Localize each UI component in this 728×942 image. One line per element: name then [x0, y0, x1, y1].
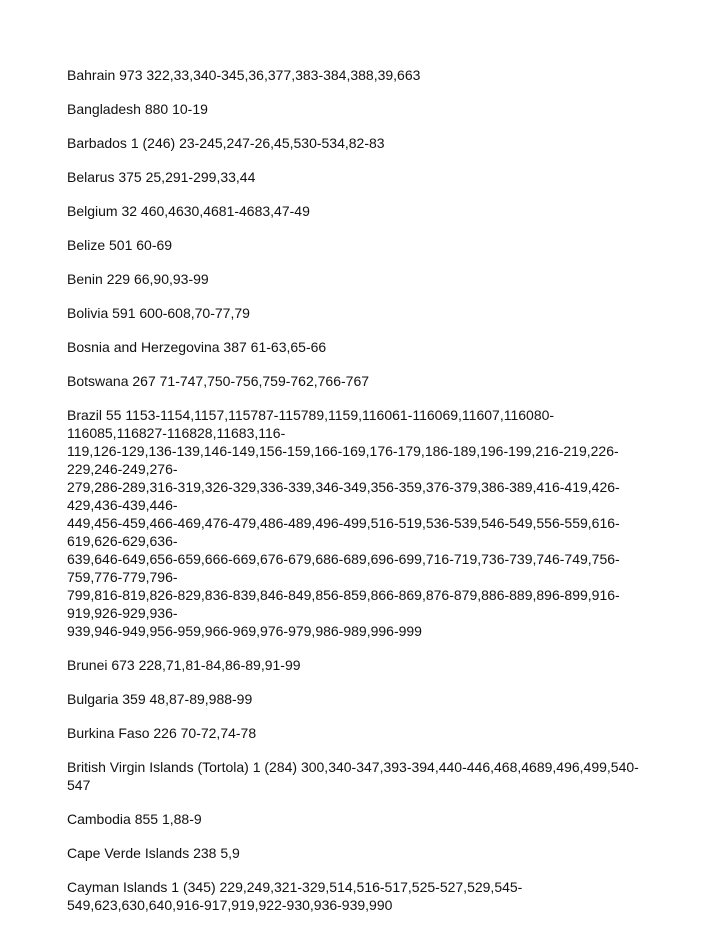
entry-benin: Benin 229 66,90,93-99	[67, 271, 209, 287]
entry-belize: Belize 501 60-69	[67, 237, 173, 253]
entry-cambodia: Cambodia 855 1,88-9	[67, 811, 202, 827]
entry-belarus: Belarus 375 25,291-299,33,44	[67, 169, 256, 185]
entry-british-virgin-islands: British Virgin Islands (Tortola) 1 (284) 300,340-347,393-394,440-446,468,4689,496,499,540- 547	[67, 759, 639, 793]
entry-brunei: Brunei 673 228,71,81-84,86-89,91-99	[67, 657, 301, 673]
entry-barbados: Barbados 1 (246) 23-245,247-26,45,530-534,82-83	[67, 135, 385, 151]
entry-cape-verde-islands: Cape Verde Islands 238 5,9	[67, 845, 240, 861]
entry-brazil: Brazil 55 1153-1154,1157,115787-115789,1159,116061-116069,11607,116080- 116085,116827-116828,11683,116- 119,126-129,136-139,146-149,156-159,166-169,176-179,186-189,196-199,216-219,226- 229,246-249,276- 279,286-289,316-319,326-329,336-339,346-349,356-359,376-379,386-389,416-419,426- 429,436-439,446- 449,456-459,466-469,476-479,486-489,496-499,516-519,536-539,546-549,556-559,616- 619,626-629,636- 639,646-649,656-659,666-669,676-679,686-689,696-699,716-719,736-739,746-749,756- 759,776-779,796- 799,816-819,826-829,836-839,846-849,856-859,866-869,876-879,886-889,896-899,916- 919,926-929,936- 939,946-949,956-959,966-969,976-979,986-989,996-999	[67, 407, 620, 639]
entry-bolivia: Bolivia 591 600-608,70-77,79	[67, 305, 250, 321]
entry-burkina-faso: Burkina Faso 226 70-72,74-78	[67, 725, 257, 741]
entry-bangladesh: Bangladesh 880 10-19	[67, 101, 208, 117]
entry-cayman-islands: Cayman Islands 1 (345) 229,249,321-329,514,516-517,525-527,529,545- 549,623,630,640,916-917,919,922-930,936-939,990	[67, 879, 523, 913]
entry-botswana: Botswana 267 71-747,750-756,759-762,766-767	[67, 373, 370, 389]
entry-bahrain: Bahrain 973 322,33,340-345,36,377,383-384,388,39,663	[67, 67, 421, 83]
entry-bosnia-herzegovina: Bosnia and Herzegovina 387 61-63,65-66	[67, 339, 327, 355]
entry-belgium: Belgium 32 460,4630,4681-4683,47-49	[67, 203, 310, 219]
document-page	[67, 66, 667, 930]
entry-bulgaria: Bulgaria 359 48,87-89,988-99	[67, 691, 253, 707]
